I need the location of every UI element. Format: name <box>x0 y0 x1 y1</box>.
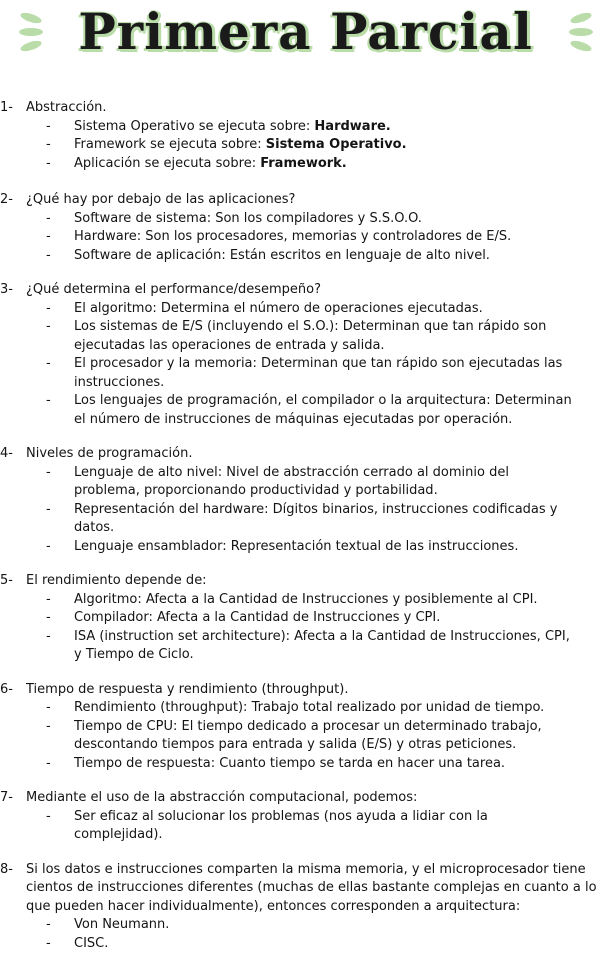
section-2 <box>0 191 611 265</box>
list-item <box>0 628 611 665</box>
question-text: Mediante el uso de la abstracción computacional, podemos: <box>26 790 418 805</box>
item-bold-text: Hardware. <box>314 118 391 134</box>
bullet-dash: - <box>46 628 51 644</box>
list-item <box>0 718 611 755</box>
section-4 <box>0 445 611 556</box>
list-item <box>0 118 611 137</box>
question-number: 6- <box>0 681 13 697</box>
section-3 <box>0 281 611 429</box>
list-item <box>0 935 611 954</box>
page-header <box>0 0 611 72</box>
question <box>0 445 611 464</box>
bullet-dash: - <box>46 808 51 824</box>
item-text: Sistema Operativo se ejecuta sobre: <box>74 118 315 134</box>
list-item <box>0 355 611 392</box>
bullet-dash: - <box>46 700 51 715</box>
question <box>0 191 611 210</box>
question <box>0 281 611 300</box>
bullet-dash: - <box>46 591 51 607</box>
item-text: Algoritmo: Afecta a la Cantidad de Instrucciones y posiblemente al CPI. <box>74 591 538 607</box>
question-text: Tiempo de respuesta y rendimiento (throughput). <box>26 681 349 697</box>
bullet-dash: - <box>46 155 51 171</box>
bullet-dash: - <box>46 137 51 152</box>
list-item <box>0 300 611 319</box>
section-7 <box>0 789 611 845</box>
item-text: Los lenguajes de programación, el compilador o la arquitectura: Determinan el número de instrucciones de máquinas ejecutadas por operación. <box>74 393 572 427</box>
question <box>0 99 611 118</box>
item-text: Compilador: Afecta a la Cantidad de Instrucciones y CPI. <box>74 610 441 625</box>
list-item <box>0 916 611 935</box>
list-item <box>0 136 611 155</box>
item-text: Software de sistema: Son los compiladores y S.S.O.O. <box>74 210 422 226</box>
item-text: Tiempo de CPU: El tiempo dedicado a procesar un determinado trabajo, descontando tiempos para entrada y salida (E/S) y otras peticiones. <box>74 718 542 752</box>
item-text: Aplicación se ejecuta sobre: <box>74 155 261 171</box>
bullet-dash: - <box>46 393 51 408</box>
bullet-dash: - <box>46 229 51 244</box>
bullet-dash: - <box>46 610 51 625</box>
item-text: Hardware: Son los procesadores, memorias y controladores de E/S. <box>74 229 512 244</box>
bullet-dash: - <box>46 464 51 480</box>
section-5 <box>0 572 611 665</box>
item-text: Lenguaje de alto nivel: Nivel de abstracción cerrado al dominio del problema, proporcionando productividad y portabilidad. <box>74 464 509 498</box>
list-item <box>0 808 611 845</box>
question-number: 1- <box>0 100 13 115</box>
item-text: El algoritmo: Determina el número de operaciones ejecutadas. <box>74 300 483 316</box>
item-text: Representación del hardware: Dígitos binarios, instrucciones codificadas y datos. <box>74 501 558 535</box>
item-text: Von Neumann. <box>74 917 170 932</box>
question-number: 5- <box>0 573 13 588</box>
bullet-dash: - <box>46 319 51 334</box>
list-item <box>0 501 611 538</box>
section-1 <box>0 99 611 173</box>
item-text: ISA (instruction set architecture): Afecta a la Cantidad de Instrucciones, CPI, y Tiempo de Ciclo. <box>74 628 570 662</box>
page-title: Primera Parcial <box>78 2 533 61</box>
list-item <box>0 538 611 557</box>
bullet-dash: - <box>46 356 51 371</box>
item-text: CISC. <box>74 935 109 951</box>
bullet-dash: - <box>46 118 51 134</box>
item-text: Ser eficaz al solucionar los problemas (nos ayuda a lidiar con la complejidad). <box>74 808 488 842</box>
question-text: Niveles de programación. <box>26 446 193 461</box>
list-item <box>0 247 611 266</box>
question-number: 3- <box>0 282 13 297</box>
item-text: Framework se ejecuta sobre: <box>74 137 266 152</box>
notes-content <box>0 99 611 971</box>
list-item <box>0 464 611 501</box>
bullet-dash: - <box>46 501 51 517</box>
bullet-dash: - <box>46 538 51 554</box>
bullet-dash: - <box>46 718 51 734</box>
item-bold-text: Framework. <box>260 155 347 171</box>
question-text: Si los datos e instrucciones comparten la misma memoria, y el microprocesador tiene cientos de instrucciones diferentes (muchas de ellas bastante complejas en cuanto a lo que pueden hacer individualmente), entonces corresponden a arquitectura: <box>26 861 597 914</box>
list-item <box>0 755 611 774</box>
question-text: ¿Qué hay por debajo de las aplicaciones? <box>26 192 296 207</box>
question-number: 2- <box>0 192 13 207</box>
bullet-dash: - <box>46 210 51 226</box>
list-item <box>0 210 611 229</box>
item-bold-text: Sistema Operativo. <box>265 137 407 152</box>
question <box>0 681 611 700</box>
item-text: El procesador y la memoria: Determinan que tan rápido son ejecutadas las instrucciones. <box>74 356 563 390</box>
list-item <box>0 699 611 718</box>
question <box>0 861 611 917</box>
section-8 <box>0 861 611 954</box>
list-item <box>0 392 611 429</box>
list-item <box>0 155 611 174</box>
section-6 <box>0 681 611 774</box>
bullet-dash: - <box>46 917 51 932</box>
leaf-ornament-right-icon <box>566 10 596 54</box>
question-number: 4- <box>0 446 13 461</box>
item-text: Rendimiento (throughput): Trabajo total realizado por unidad de tiempo. <box>74 700 545 715</box>
list-item <box>0 228 611 247</box>
list-item <box>0 318 611 355</box>
question-number: 7- <box>0 790 13 805</box>
bullet-dash: - <box>46 300 51 316</box>
question-text: El rendimiento depende de: <box>26 573 207 588</box>
bullet-dash: - <box>46 935 51 951</box>
question-text: Abstracción. <box>26 100 107 115</box>
list-item <box>0 609 611 628</box>
bullet-dash: - <box>46 247 51 263</box>
item-text: Los sistemas de E/S (incluyendo el S.O.): Determinan que tan rápido son ejecutadas las operaciones de entrada y salida. <box>74 319 547 353</box>
question <box>0 789 611 808</box>
question-number: 8- <box>0 861 13 877</box>
item-text: Lenguaje ensamblador: Representación textual de las instrucciones. <box>74 538 519 554</box>
list-item <box>0 591 611 610</box>
question-text: ¿Qué determina el performance/desempeño? <box>26 282 321 297</box>
question <box>0 572 611 591</box>
item-text: Software de aplicación: Están escritos en lenguaje de alto nivel. <box>74 247 490 263</box>
bullet-dash: - <box>46 755 51 771</box>
item-text: Tiempo de respuesta: Cuanto tiempo se tarda en hacer una tarea. <box>74 755 506 771</box>
